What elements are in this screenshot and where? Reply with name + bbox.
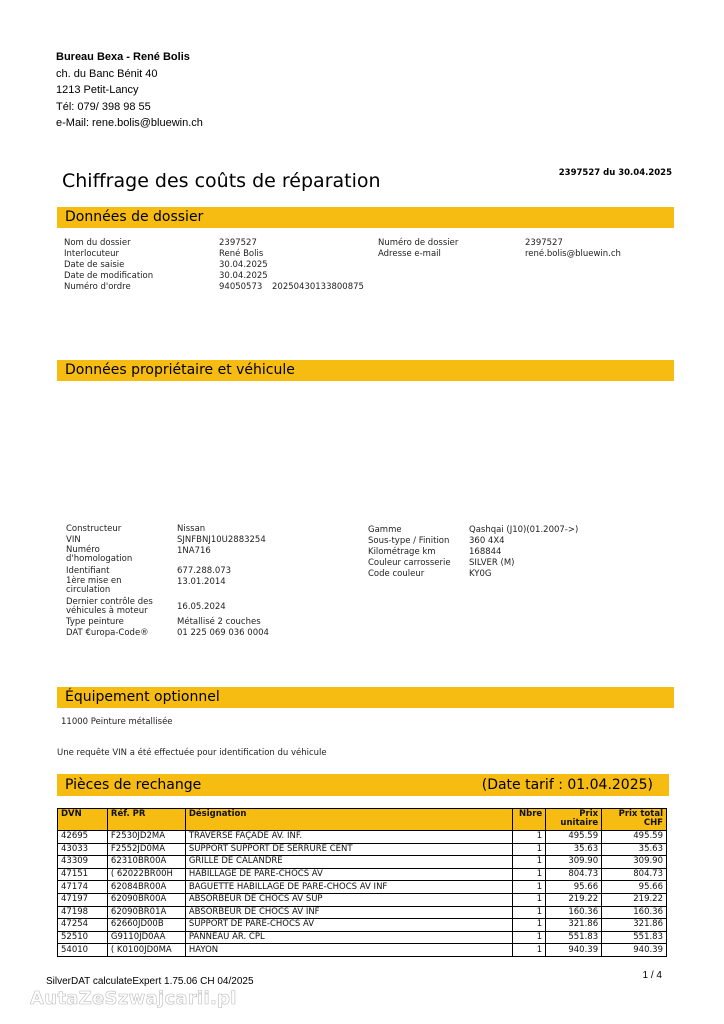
field-label: Adresse e-mail [378, 249, 441, 259]
cell-ref: 62090BR01A [107, 906, 185, 919]
field-value: rené.bolis@bluewin.ch [525, 249, 621, 259]
cell-designation: ABSORBEUR DE CHOCS AV SUP [185, 893, 512, 906]
col-ref: Réf. PR [107, 809, 185, 831]
field-value: 360 4X4 [469, 536, 505, 546]
parts-table-header [58, 809, 667, 831]
table-row [58, 868, 667, 881]
field-label: 1ère mise en circulation [66, 576, 122, 595]
field-row [66, 628, 356, 639]
cell-ref: G9110JD0AA [107, 931, 185, 944]
field-label: Sous-type / Finition [368, 536, 450, 546]
col-unit-price: Prix unitaire [546, 809, 602, 831]
field-label: Numéro d'ordre [64, 282, 131, 292]
cell-unit-price: 321.86 [546, 919, 602, 932]
field-row [368, 558, 578, 569]
field-label: Numéro de dossier [378, 238, 459, 248]
field-row [64, 271, 364, 282]
field-row [64, 260, 364, 271]
field-label: Dernier contrôle des véhicules à moteur [66, 597, 153, 616]
field-value: 16.05.2024 [177, 601, 226, 612]
cell-dvn: 47254 [58, 919, 108, 932]
cell-unit-price: 495.59 [546, 831, 602, 844]
cell-qty: 1 [513, 906, 546, 919]
cell-unit-price: 160.36 [546, 906, 602, 919]
field-label: Kilométrage km [368, 547, 436, 557]
cell-qty: 1 [513, 919, 546, 932]
cell-dvn: 43033 [58, 843, 108, 856]
field-row [368, 525, 578, 536]
cell-qty: 1 [513, 893, 546, 906]
field-row [66, 597, 356, 617]
cell-designation: PANNEAU AR. CPL [185, 931, 512, 944]
cell-dvn: 43309 [58, 856, 108, 869]
table-row [58, 919, 667, 932]
cell-dvn: 54010 [58, 944, 108, 957]
cell-designation: SUPPORT DE PARE-CHOCS AV [185, 919, 512, 932]
cell-unit-price: 35.63 [546, 843, 602, 856]
field-row [66, 546, 356, 566]
table-row [58, 831, 667, 844]
cell-dvn: 42695 [58, 831, 108, 844]
field-row [64, 238, 364, 249]
cell-ref: 62084BR00A [107, 881, 185, 894]
cell-unit-price: 309.90 [546, 856, 602, 869]
field-label: Constructeur [66, 524, 122, 534]
cell-designation: BAGUETTE HABILLAGE DE PARE-CHOCS AV INF [185, 881, 512, 894]
cell-total: 219.22 [602, 893, 667, 906]
field-row [368, 569, 578, 580]
field-row [368, 536, 578, 547]
field-row [66, 577, 356, 597]
field-value: 01 225 069 036 0004 [177, 628, 269, 638]
cell-unit-price: 219.22 [546, 893, 602, 906]
field-value: 30.04.2025 [219, 260, 268, 270]
field-value: 2397527 [525, 238, 563, 248]
cell-qty: 1 [513, 856, 546, 869]
equipment-heading: Équipement optionnel [65, 689, 220, 705]
table-row [58, 944, 667, 957]
cell-qty: 1 [513, 868, 546, 881]
document-reference: 2397527 du 30.04.2025 [558, 168, 672, 178]
field-label: Interlocuteur [64, 249, 120, 259]
field-row [66, 535, 356, 546]
field-value: 30.04.2025 [219, 271, 268, 281]
field-row [378, 249, 621, 260]
cell-designation: GRILLE DE CALANDRE [185, 856, 512, 869]
field-value: Qashqai (J10)(01.2007->) [469, 525, 579, 535]
parts-section-header [57, 774, 669, 796]
field-label: Identifiant [66, 566, 110, 576]
vehicle-section-header [57, 360, 674, 381]
field-value: 1NA716 [177, 546, 211, 556]
cell-unit-price: 940.39 [546, 944, 602, 957]
cell-qty: 1 [513, 944, 546, 957]
cell-total: 551.83 [602, 931, 667, 944]
company-email: e-Mail: rene.bolis@bluewin.ch [56, 117, 203, 129]
cell-qty: 1 [513, 843, 546, 856]
cell-ref: F2530JD2MA [107, 831, 185, 844]
field-value: 2397527 [219, 238, 257, 248]
table-row [58, 843, 667, 856]
vin-request-note: Une requête VIN a été effectuée pour identification du véhicule [57, 748, 327, 758]
vehicle-right-fields [368, 525, 578, 580]
tariff-date: (Date tarif : 01.04.2025) [481, 777, 653, 793]
field-value: SJNFBNJ10U2883254 [177, 535, 266, 545]
cell-ref: ( K0100JD0MA [107, 944, 185, 957]
field-label: Date de saisie [64, 260, 125, 270]
col-designation: Désignation [185, 809, 512, 831]
field-value: 13.01.2014 [177, 577, 226, 587]
dossier-section-header [57, 207, 674, 228]
parts-heading: Pièces de rechange [65, 777, 202, 793]
cell-unit-price: 551.83 [546, 931, 602, 944]
field-label: Numéro d'homologation [66, 545, 133, 564]
field-label: Code couleur [368, 569, 425, 579]
vehicle-heading: Données propriétaire et véhicule [65, 362, 295, 378]
field-value: 94050573 [219, 282, 263, 292]
cell-ref: F2552JD0MA [107, 843, 185, 856]
page-number: 1 / 4 [642, 970, 662, 981]
field-label: Nom du dossier [64, 238, 131, 248]
table-row [58, 931, 667, 944]
field-value: 677.288.073 [177, 566, 232, 576]
field-label: Type peinture [66, 617, 124, 627]
watermark: AutaZeSzwajcarii.pl [30, 988, 237, 1009]
parts-table [57, 808, 667, 957]
cell-total: 495.59 [602, 831, 667, 844]
field-value: Métallisé 2 couches [177, 617, 261, 627]
cell-total: 160.36 [602, 906, 667, 919]
cell-designation: TRAVERSE FAÇADE AV. INF. [185, 831, 512, 844]
cell-dvn: 47198 [58, 906, 108, 919]
cell-designation: HABILLAGE DE PARE-CHOCS AV [185, 868, 512, 881]
table-row [58, 906, 667, 919]
dossier-left-fields [64, 238, 364, 293]
field-row [64, 249, 364, 260]
col-total: Prix total CHF [602, 809, 667, 831]
col-dvn: DVN [58, 809, 108, 831]
cell-total: 309.90 [602, 856, 667, 869]
company-name: Bureau Bexa - René Bolis [56, 51, 190, 63]
cell-ref: 62090BR00A [107, 893, 185, 906]
cell-ref: 62310BR00A [107, 856, 185, 869]
table-row [58, 893, 667, 906]
cell-unit-price: 95.66 [546, 881, 602, 894]
field-label: Couleur carrosserie [368, 558, 451, 568]
cell-dvn: 47197 [58, 893, 108, 906]
cell-designation: ABSORBEUR DE CHOCS AV INF [185, 906, 512, 919]
field-value: SILVER (M) [469, 558, 515, 568]
dossier-right-fields [378, 238, 621, 260]
cell-dvn: 52510 [58, 931, 108, 944]
field-value: KY0G [469, 569, 492, 579]
software-footer: SilverDAT calculateExpert 1.75.06 CH 04/2025 [46, 976, 254, 987]
field-label: VIN [66, 535, 81, 545]
company-street: ch. du Banc Bénit 40 [56, 67, 158, 80]
cell-total: 940.39 [602, 944, 667, 957]
cell-dvn: 47174 [58, 881, 108, 894]
field-row [66, 524, 356, 535]
cell-qty: 1 [513, 931, 546, 944]
dossier-heading: Données de dossier [65, 209, 204, 225]
field-value: Nissan [177, 524, 206, 534]
field-value-secondary: 20250430133800875 [272, 282, 364, 292]
cell-total: 95.66 [602, 881, 667, 894]
cell-total: 804.73 [602, 868, 667, 881]
cell-ref: 62660JD00B [107, 919, 185, 932]
cell-designation: SUPPORT SUPPORT DE SERRURE CENT [185, 843, 512, 856]
field-label: Gamme [368, 525, 402, 535]
equipment-section-header [57, 687, 674, 708]
vehicle-left-fields [66, 524, 356, 639]
table-row [58, 881, 667, 894]
field-value: René Bolis [219, 249, 264, 259]
cell-total: 321.86 [602, 919, 667, 932]
sender-address [56, 49, 203, 132]
field-row [64, 282, 364, 293]
field-value: 168844 [469, 547, 502, 557]
company-phone: Tél: 079/ 398 98 55 [56, 100, 151, 113]
col-qty: Nbre [513, 809, 546, 831]
field-row [66, 617, 356, 628]
company-city: 1213 Petit-Lancy [56, 84, 139, 96]
cell-dvn: 47151 [58, 868, 108, 881]
cell-qty: 1 [513, 881, 546, 894]
field-label: Date de modification [64, 271, 154, 281]
table-row [58, 856, 667, 869]
cell-total: 35.63 [602, 843, 667, 856]
cell-designation: HAYON [185, 944, 512, 957]
field-row [378, 238, 621, 249]
cell-unit-price: 804.73 [546, 868, 602, 881]
document-title: Chiffrage des coûts de réparation [62, 170, 381, 192]
field-label: DAT €uropa-Code® [66, 628, 149, 638]
cell-ref: ( 62022BR00H [107, 868, 185, 881]
field-row [368, 547, 578, 558]
equipment-item: 11000 Peinture métallisée [61, 717, 173, 727]
cell-qty: 1 [513, 831, 546, 844]
